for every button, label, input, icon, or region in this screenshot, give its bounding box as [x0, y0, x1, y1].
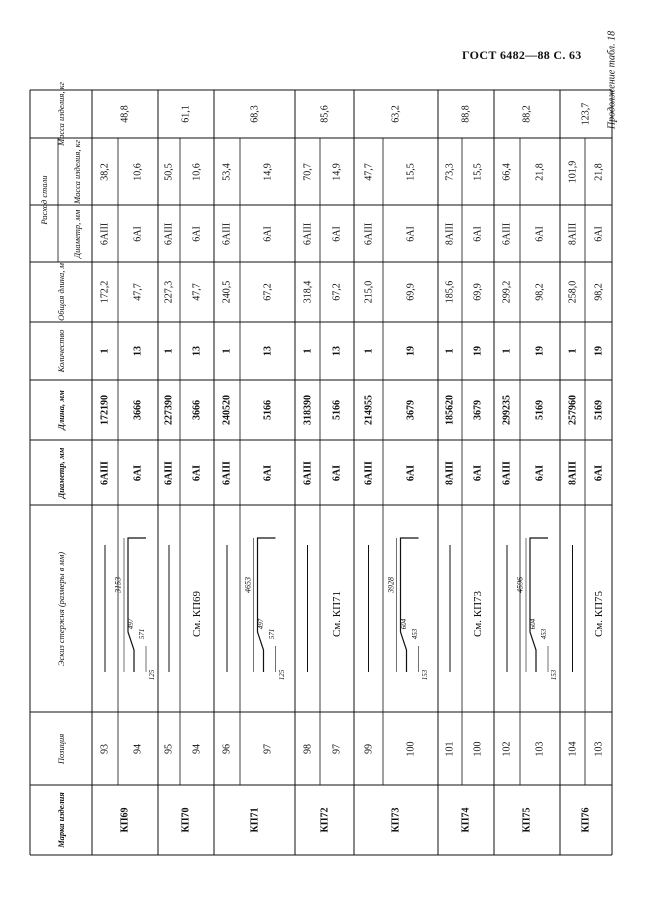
row-diameter: 6АI	[472, 464, 484, 481]
row-steel-diameter: 6АI	[593, 225, 604, 242]
continuation-label: Продолжение табл. 18	[606, 30, 618, 130]
sketch-dim: 3153	[113, 577, 123, 593]
col-header-diameter: Диаметр, мм	[56, 446, 66, 499]
row-quantity: 1	[99, 348, 111, 354]
sketch-dim: 125	[148, 669, 156, 681]
row-position: 93	[99, 743, 111, 754]
row-total-length: 67,2	[331, 283, 343, 301]
row-steel-mass: 53,4	[221, 162, 233, 181]
row-steel-diameter: 6АI	[534, 225, 546, 242]
row-total-length: 258,0	[567, 280, 578, 304]
row-mark: КП74	[460, 807, 472, 833]
sketch-dim: 4653	[243, 577, 252, 593]
row-total-length: 172,2	[99, 280, 111, 304]
row-quantity: 1	[444, 348, 456, 354]
row-length: 3666	[191, 400, 203, 420]
row-total-length: 185,6	[444, 280, 456, 304]
row-diameter: 6АI	[191, 464, 203, 481]
row-position: 104	[567, 741, 578, 756]
col-header-product-mass: Масса изделия, кг	[56, 82, 66, 146]
row-length: 299235	[501, 395, 513, 425]
row-position: 94	[132, 743, 144, 754]
row-quantity: 13	[132, 346, 144, 356]
row-steel-mass: 50,5	[163, 162, 175, 181]
row-product-mass: 85,6	[319, 105, 330, 123]
row-quantity: 19	[593, 346, 604, 356]
col-header-length: Длина, мм	[56, 390, 66, 430]
row-steel-mass: 47,7	[363, 162, 374, 181]
row-length: 185620	[444, 395, 456, 425]
row-position: 101	[444, 741, 456, 756]
row-steel-diameter: 6АIII	[163, 222, 175, 245]
row-product-mass: 88,2	[521, 105, 533, 123]
row-product-mass: 48,8	[119, 105, 131, 123]
col-header-total-length: Общая длина, м	[56, 263, 66, 321]
row-steel-mass: 10,6	[132, 162, 144, 181]
col-header-quantity: Количество	[56, 329, 66, 373]
row-steel-diameter: 6АIII	[501, 222, 513, 245]
row-total-length: 69,9	[472, 283, 484, 301]
row-diameter: 8АIII	[567, 460, 578, 485]
row-length: 5166	[262, 400, 273, 420]
row-position: 98	[302, 743, 313, 754]
row-quantity: 13	[191, 346, 203, 356]
row-length: 5169	[534, 400, 546, 420]
page-header: ГОСТ 6482—88 С. 63	[462, 48, 582, 62]
row-diameter: 6АI	[331, 464, 343, 481]
row-mark: КП76	[580, 807, 592, 833]
row-position: 103	[593, 741, 604, 756]
row-diameter: 6АIII	[363, 460, 374, 485]
row-quantity: 1	[221, 348, 233, 354]
col-header-steel-group: Расход стали	[39, 175, 49, 225]
row-steel-diameter: 6АIII	[221, 222, 233, 245]
row-steel-mass: 73,3	[444, 162, 456, 181]
row-diameter: 6АIII	[501, 460, 513, 485]
row-length: 257960	[567, 395, 578, 425]
col-header-position: Позиция	[56, 733, 66, 764]
row-sketch-ref: См. КП71	[331, 590, 343, 637]
row-total-length: 69,9	[405, 283, 416, 301]
sketch-dim: 453	[410, 628, 419, 640]
row-quantity: 1	[302, 348, 313, 354]
row-product-mass: 63,2	[390, 105, 402, 123]
row-length: 5166	[331, 400, 343, 420]
row-quantity: 1	[363, 348, 374, 354]
row-quantity: 19	[472, 346, 484, 356]
row-position: 102	[501, 741, 513, 756]
row-position: 97	[262, 743, 273, 754]
sketch-dim: 153	[420, 669, 429, 681]
row-position: 103	[534, 741, 546, 756]
row-mark: КП72	[319, 807, 330, 833]
row-total-length: 318,4	[302, 280, 313, 304]
row-total-length: 240,5	[221, 280, 233, 304]
sketch-dim: 125	[277, 669, 286, 681]
row-quantity: 13	[262, 346, 273, 356]
row-steel-diameter: 6АIII	[99, 222, 111, 245]
row-steel-mass: 21,8	[593, 162, 604, 181]
row-mark: КП71	[249, 807, 260, 833]
row-length: 5169	[593, 400, 604, 420]
sketch-dim: 3928	[386, 577, 395, 593]
sketch-dim: 604	[399, 618, 408, 630]
row-diameter: 6АI	[405, 464, 416, 481]
sketch-dim: 571	[267, 628, 276, 640]
row-length: 172190	[99, 395, 111, 425]
row-product-mass: 123,7	[580, 102, 592, 126]
row-mark: КП69	[119, 807, 131, 833]
sketch-dim: 4596	[515, 577, 525, 593]
row-steel-diameter: 6АIII	[302, 222, 313, 245]
row-steel-mass: 38,2	[99, 162, 111, 181]
row-position: 99	[363, 743, 374, 754]
row-total-length: 98,2	[534, 283, 546, 301]
row-sketch-ref: См. КП75	[592, 590, 605, 637]
row-steel-mass: 101,9	[567, 160, 578, 183]
row-diameter: 6АI	[593, 464, 604, 481]
sketch-dim: 571	[138, 628, 146, 640]
row-steel-diameter: 6АI	[132, 225, 144, 242]
row-total-length: 98,2	[593, 283, 604, 301]
row-quantity: 1	[163, 348, 175, 354]
sketch-dim: 497	[256, 618, 265, 630]
row-quantity: 1	[501, 348, 513, 354]
row-steel-diameter: 6АI	[405, 225, 416, 242]
row-quantity: 13	[331, 346, 343, 356]
row-diameter: 6АI	[132, 464, 144, 481]
row-sketch-ref: См. КП69	[191, 590, 203, 637]
row-position: 97	[331, 743, 343, 754]
row-product-mass: 61,1	[180, 105, 192, 123]
row-position: 100	[405, 741, 416, 756]
row-product-mass: 68,3	[249, 105, 260, 123]
row-product-mass: 88,8	[460, 105, 472, 123]
row-total-length: 227,3	[163, 280, 175, 304]
row-sketch-ref: См. КП73	[472, 590, 484, 637]
row-quantity: 19	[405, 346, 416, 356]
row-steel-mass: 10,6	[191, 162, 203, 181]
row-diameter: 6АIII	[302, 460, 313, 485]
row-position: 100	[472, 741, 484, 756]
row-steel-diameter: 6АI	[262, 225, 273, 242]
row-total-length: 215,0	[363, 280, 374, 304]
row-mark: КП73	[390, 807, 402, 833]
row-length: 3679	[472, 400, 484, 420]
row-mark: КП70	[180, 807, 192, 833]
row-steel-diameter: 8АIII	[444, 222, 456, 245]
row-steel-mass: 21,8	[534, 162, 546, 181]
row-steel-diameter: 8АIII	[567, 222, 578, 245]
sketch-dim: 497	[127, 618, 135, 630]
row-steel-mass: 14,9	[331, 162, 343, 181]
col-header-steel-mass: Масса изделия, кг	[72, 139, 82, 204]
row-total-length: 299,2	[501, 280, 513, 304]
row-steel-mass: 14,9	[262, 162, 273, 181]
row-mark: КП75	[521, 807, 533, 833]
row-diameter: 6АI	[262, 464, 273, 481]
row-diameter: 6АIII	[221, 460, 233, 485]
row-position: 94	[191, 743, 203, 754]
row-length: 240520	[221, 395, 233, 425]
sketch-dim: 453	[540, 628, 548, 640]
row-length: 3666	[132, 400, 144, 420]
row-position: 95	[163, 743, 175, 754]
row-quantity: 19	[534, 346, 546, 356]
row-diameter: 8АIII	[444, 460, 456, 485]
row-diameter: 6АIII	[99, 460, 111, 485]
row-steel-diameter: 6АI	[191, 225, 203, 242]
row-diameter: 6АI	[534, 464, 546, 481]
row-total-length: 67,2	[262, 283, 273, 301]
row-position: 96	[221, 743, 233, 754]
row-steel-diameter: 6АI	[331, 225, 343, 242]
row-quantity: 1	[567, 348, 578, 354]
col-header-steel-diameter: Диаметр, мм	[72, 209, 82, 258]
row-steel-mass: 70,7	[302, 162, 313, 181]
row-steel-diameter: 6АI	[472, 225, 484, 242]
row-length: 227390	[163, 395, 175, 425]
col-header-sketch: Эскиз стержня (размеры в мм)	[56, 551, 66, 666]
row-total-length: 47,7	[191, 283, 203, 301]
sketch-dim: 604	[529, 618, 537, 630]
row-length: 214955	[363, 395, 374, 425]
row-length: 3679	[405, 400, 416, 420]
sketch-dim: 153	[550, 669, 558, 681]
row-diameter: 6АIII	[163, 460, 175, 485]
row-length: 318390	[302, 395, 313, 425]
row-steel-diameter: 6АIII	[363, 222, 374, 245]
row-steel-mass: 15,5	[472, 162, 484, 181]
row-steel-mass: 66,4	[501, 162, 513, 181]
row-steel-mass: 15,5	[405, 162, 416, 181]
col-header-mark: Марка изделия	[56, 792, 66, 848]
row-total-length: 47,7	[132, 283, 144, 301]
